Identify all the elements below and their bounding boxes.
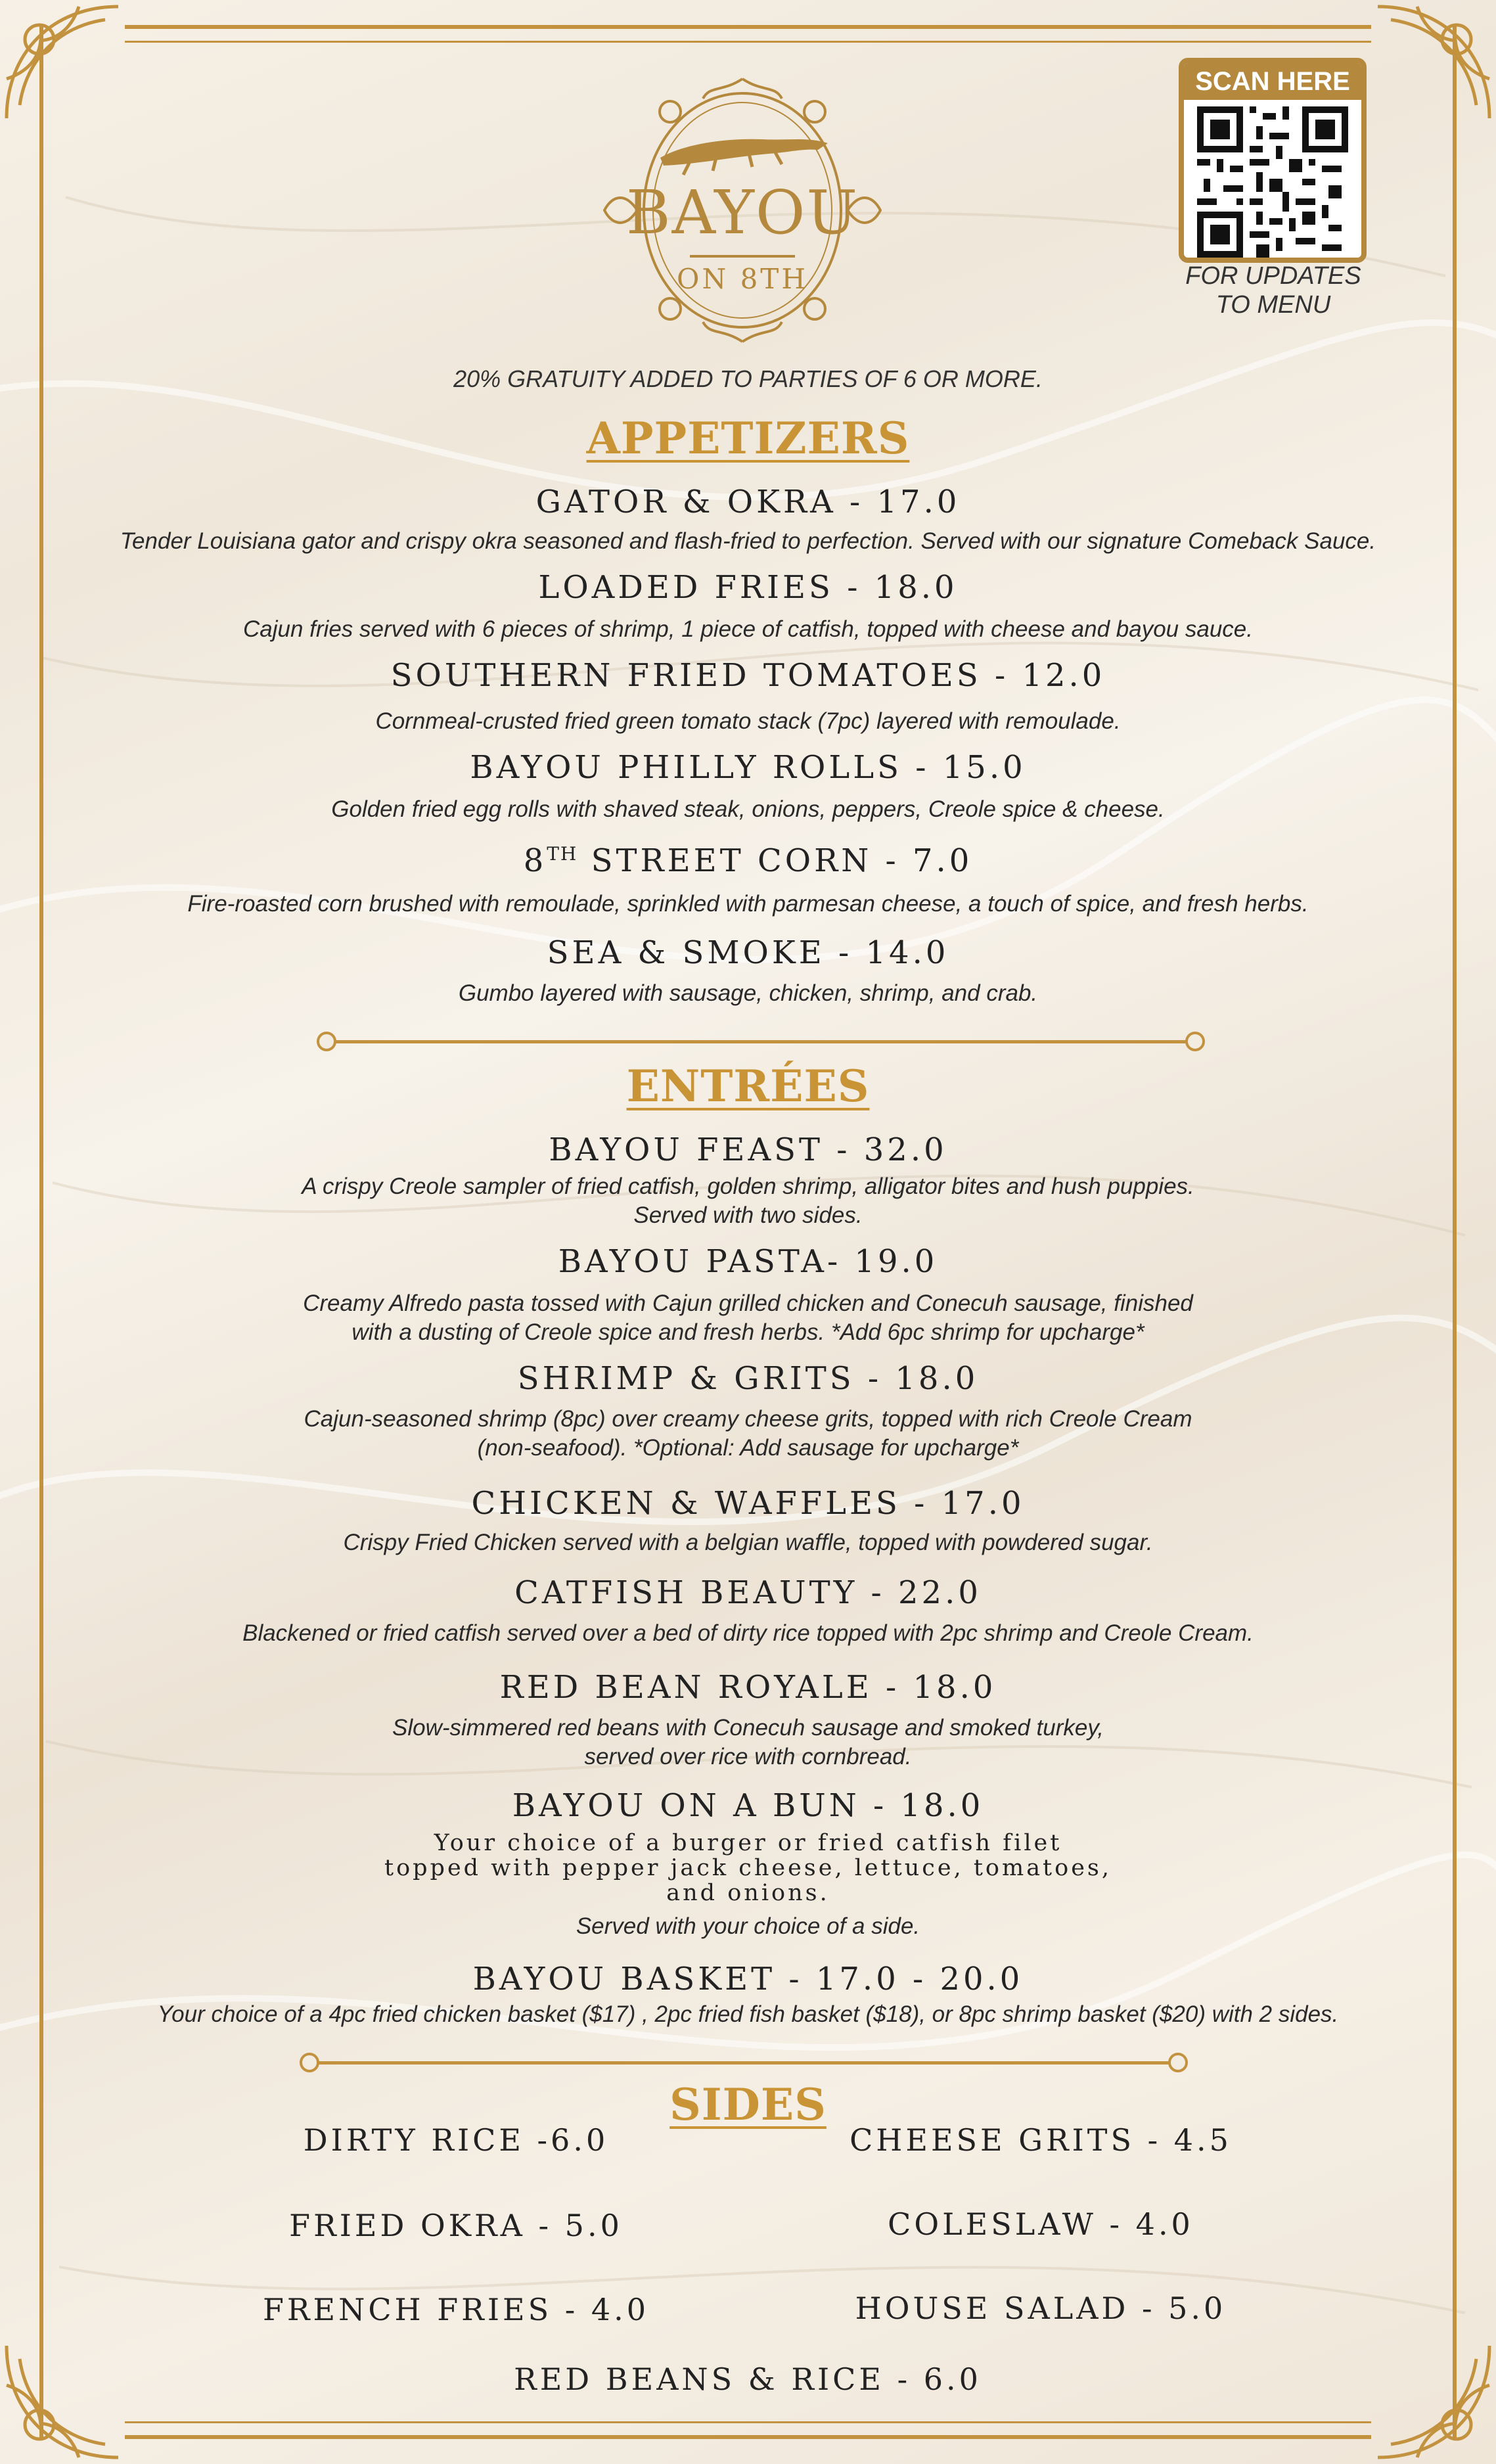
qr-note: FOR UPDATES TO MENU xyxy=(1185,262,1361,319)
section-divider xyxy=(317,1032,1205,1051)
scan-here-label: SCAN HERE xyxy=(1184,63,1361,100)
corner-ornament-bottom-right xyxy=(1371,2339,1496,2464)
menu-item-name: BAYOU PASTA- 19.0 xyxy=(558,1243,938,1280)
top-border-line-inner xyxy=(125,41,1371,43)
side-item: CHEESE GRITS - 4.5 xyxy=(850,2122,1232,2158)
menu-item-name-sup: TH xyxy=(547,843,578,865)
side-item: COLESLAW - 4.0 xyxy=(888,2206,1194,2242)
menu-item-name: LOADED FRIES - 18.0 xyxy=(538,569,958,606)
menu-item-name: BAYOU ON A BUN - 18.0 xyxy=(512,1787,984,1824)
menu-item-name: SEA & SMOKE - 14.0 xyxy=(547,934,949,971)
menu-item-desc: Crispy Fried Chicken served with a belgian waffle, topped with powdered sugar. xyxy=(343,1530,1153,1555)
menu-item-name: BAYOU BASKET - 17.0 - 20.0 xyxy=(472,1961,1024,1997)
corner-ornament-top-left xyxy=(0,0,125,125)
menu-item-desc: Tender Louisiana gator and crispy okra seasoned and flash-fried to perfection. Served with our signature Comeback Sauce. xyxy=(120,528,1376,554)
gratuity-notice: 20% GRATUITY ADDED TO PARTIES OF 6 OR MORE. xyxy=(453,365,1043,392)
menu-item-desc: Your choice of a burger or fried catfish filet topped with pepper jack cheese, lettuce, tomatoes, and onions. xyxy=(384,1830,1112,1906)
menu-item-name: BAYOU FEAST - 32.0 xyxy=(549,1131,947,1168)
qr-code-icon xyxy=(1197,106,1348,258)
side-item: HOUSE SALAD - 5.0 xyxy=(855,2291,1227,2326)
menu-item-desc: Your choice of a 4pc fried chicken basket ($17) , 2pc fried fish basket ($18), or 8pc shrimp basket ($20) with 2 sides. xyxy=(157,2001,1339,2027)
qr-code-box[interactable] xyxy=(1179,58,1367,263)
menu-item-desc: A crispy Creole sampler of fried catfish, golden shrimp, alligator bites and hush puppies. Served with two sides. xyxy=(302,1174,1194,1228)
corner-ornament-bottom-left xyxy=(0,2339,125,2464)
menu-item-name: RED BEAN ROYALE - 18.0 xyxy=(499,1669,997,1706)
section-divider xyxy=(300,2053,1188,2072)
menu-item-name-suffix: STREET CORN - 7.0 xyxy=(578,842,973,879)
menu-item-desc: Cornmeal-crusted fried green tomato stack (7pc) layered with remoulade. xyxy=(375,708,1121,734)
alligator-emblem xyxy=(660,139,828,175)
menu-item-desc: Creamy Alfredo pasta tossed with Cajun grilled chicken and Conecuh sausage, finished with a dusting of Creole spice and fresh herbs. *Add 6pc shrimp for upcharge* xyxy=(303,1290,1193,1345)
menu-item-desc: Blackened or fried catfish served over a bed of dirty rice topped with 2pc shrimp and Creole Cream. xyxy=(242,1620,1254,1646)
logo-title: BAYOU xyxy=(625,177,859,248)
menu-item-desc: Fire-roasted corn brushed with remoulade, sprinkled with parmesan cheese, a touch of spice, and fresh herbs. xyxy=(187,891,1309,917)
bottom-border-line-inner xyxy=(125,2421,1371,2423)
menu-item-name: SOUTHERN FRIED TOMATOES - 12.0 xyxy=(390,657,1106,694)
menu-item-name-prefix: 8 xyxy=(523,842,547,879)
menu-item-name: SHRIMP & GRITS - 18.0 xyxy=(517,1360,979,1397)
menu-item-desc: Cajun fries served with 6 pieces of shrimp, 1 piece of catfish, topped with cheese and bayou sauce. xyxy=(243,616,1253,642)
menu-item-desc: Gumbo layered with sausage, chicken, shrimp, and crab. xyxy=(458,980,1038,1006)
menu-item-desc: Slow-simmered red beans with Conecuh sausage and smoked turkey, served over rice with cornbread. xyxy=(392,1715,1104,1769)
menu-item-name xyxy=(0,842,1496,879)
side-item: FRENCH FRIES - 4.0 xyxy=(262,2292,650,2327)
menu-item-name: CATFISH BEAUTY - 22.0 xyxy=(514,1574,982,1611)
bottom-border-line xyxy=(125,2435,1371,2439)
menu-item-name: GATOR & OKRA - 17.0 xyxy=(535,484,961,520)
menu-item-desc: Cajun-seasoned shrimp (8pc) over creamy cheese grits, topped with rich Creole Cream (non-seafood). *Optional: Add sausage for upcharge* xyxy=(304,1406,1192,1461)
side-item: RED BEANS & RICE - 6.0 xyxy=(514,2361,982,2397)
menu-item-desc: Golden fried egg rolls with shaved steak, onions, peppers, Creole spice & cheese. xyxy=(331,796,1165,822)
menu-item-name: BAYOU PHILLY ROLLS - 15.0 xyxy=(470,749,1026,786)
corner-ornament-top-right xyxy=(1371,0,1496,125)
sides-title: SIDES xyxy=(669,2079,827,2130)
top-border-line xyxy=(125,25,1371,29)
side-item: DIRTY RICE -6.0 xyxy=(303,2122,609,2158)
entrees-title: ENTRÉES xyxy=(626,1061,870,1112)
menu-item-desc-secondary: Served with your choice of a side. xyxy=(576,1913,920,1939)
logo-subtitle: ON 8TH xyxy=(677,263,808,295)
menu-item-name: CHICKEN & WAFFLES - 17.0 xyxy=(471,1485,1025,1522)
restaurant-logo xyxy=(591,66,894,355)
appetizers-title: APPETIZERS xyxy=(586,413,910,464)
side-item: FRIED OKRA - 5.0 xyxy=(289,2208,623,2243)
